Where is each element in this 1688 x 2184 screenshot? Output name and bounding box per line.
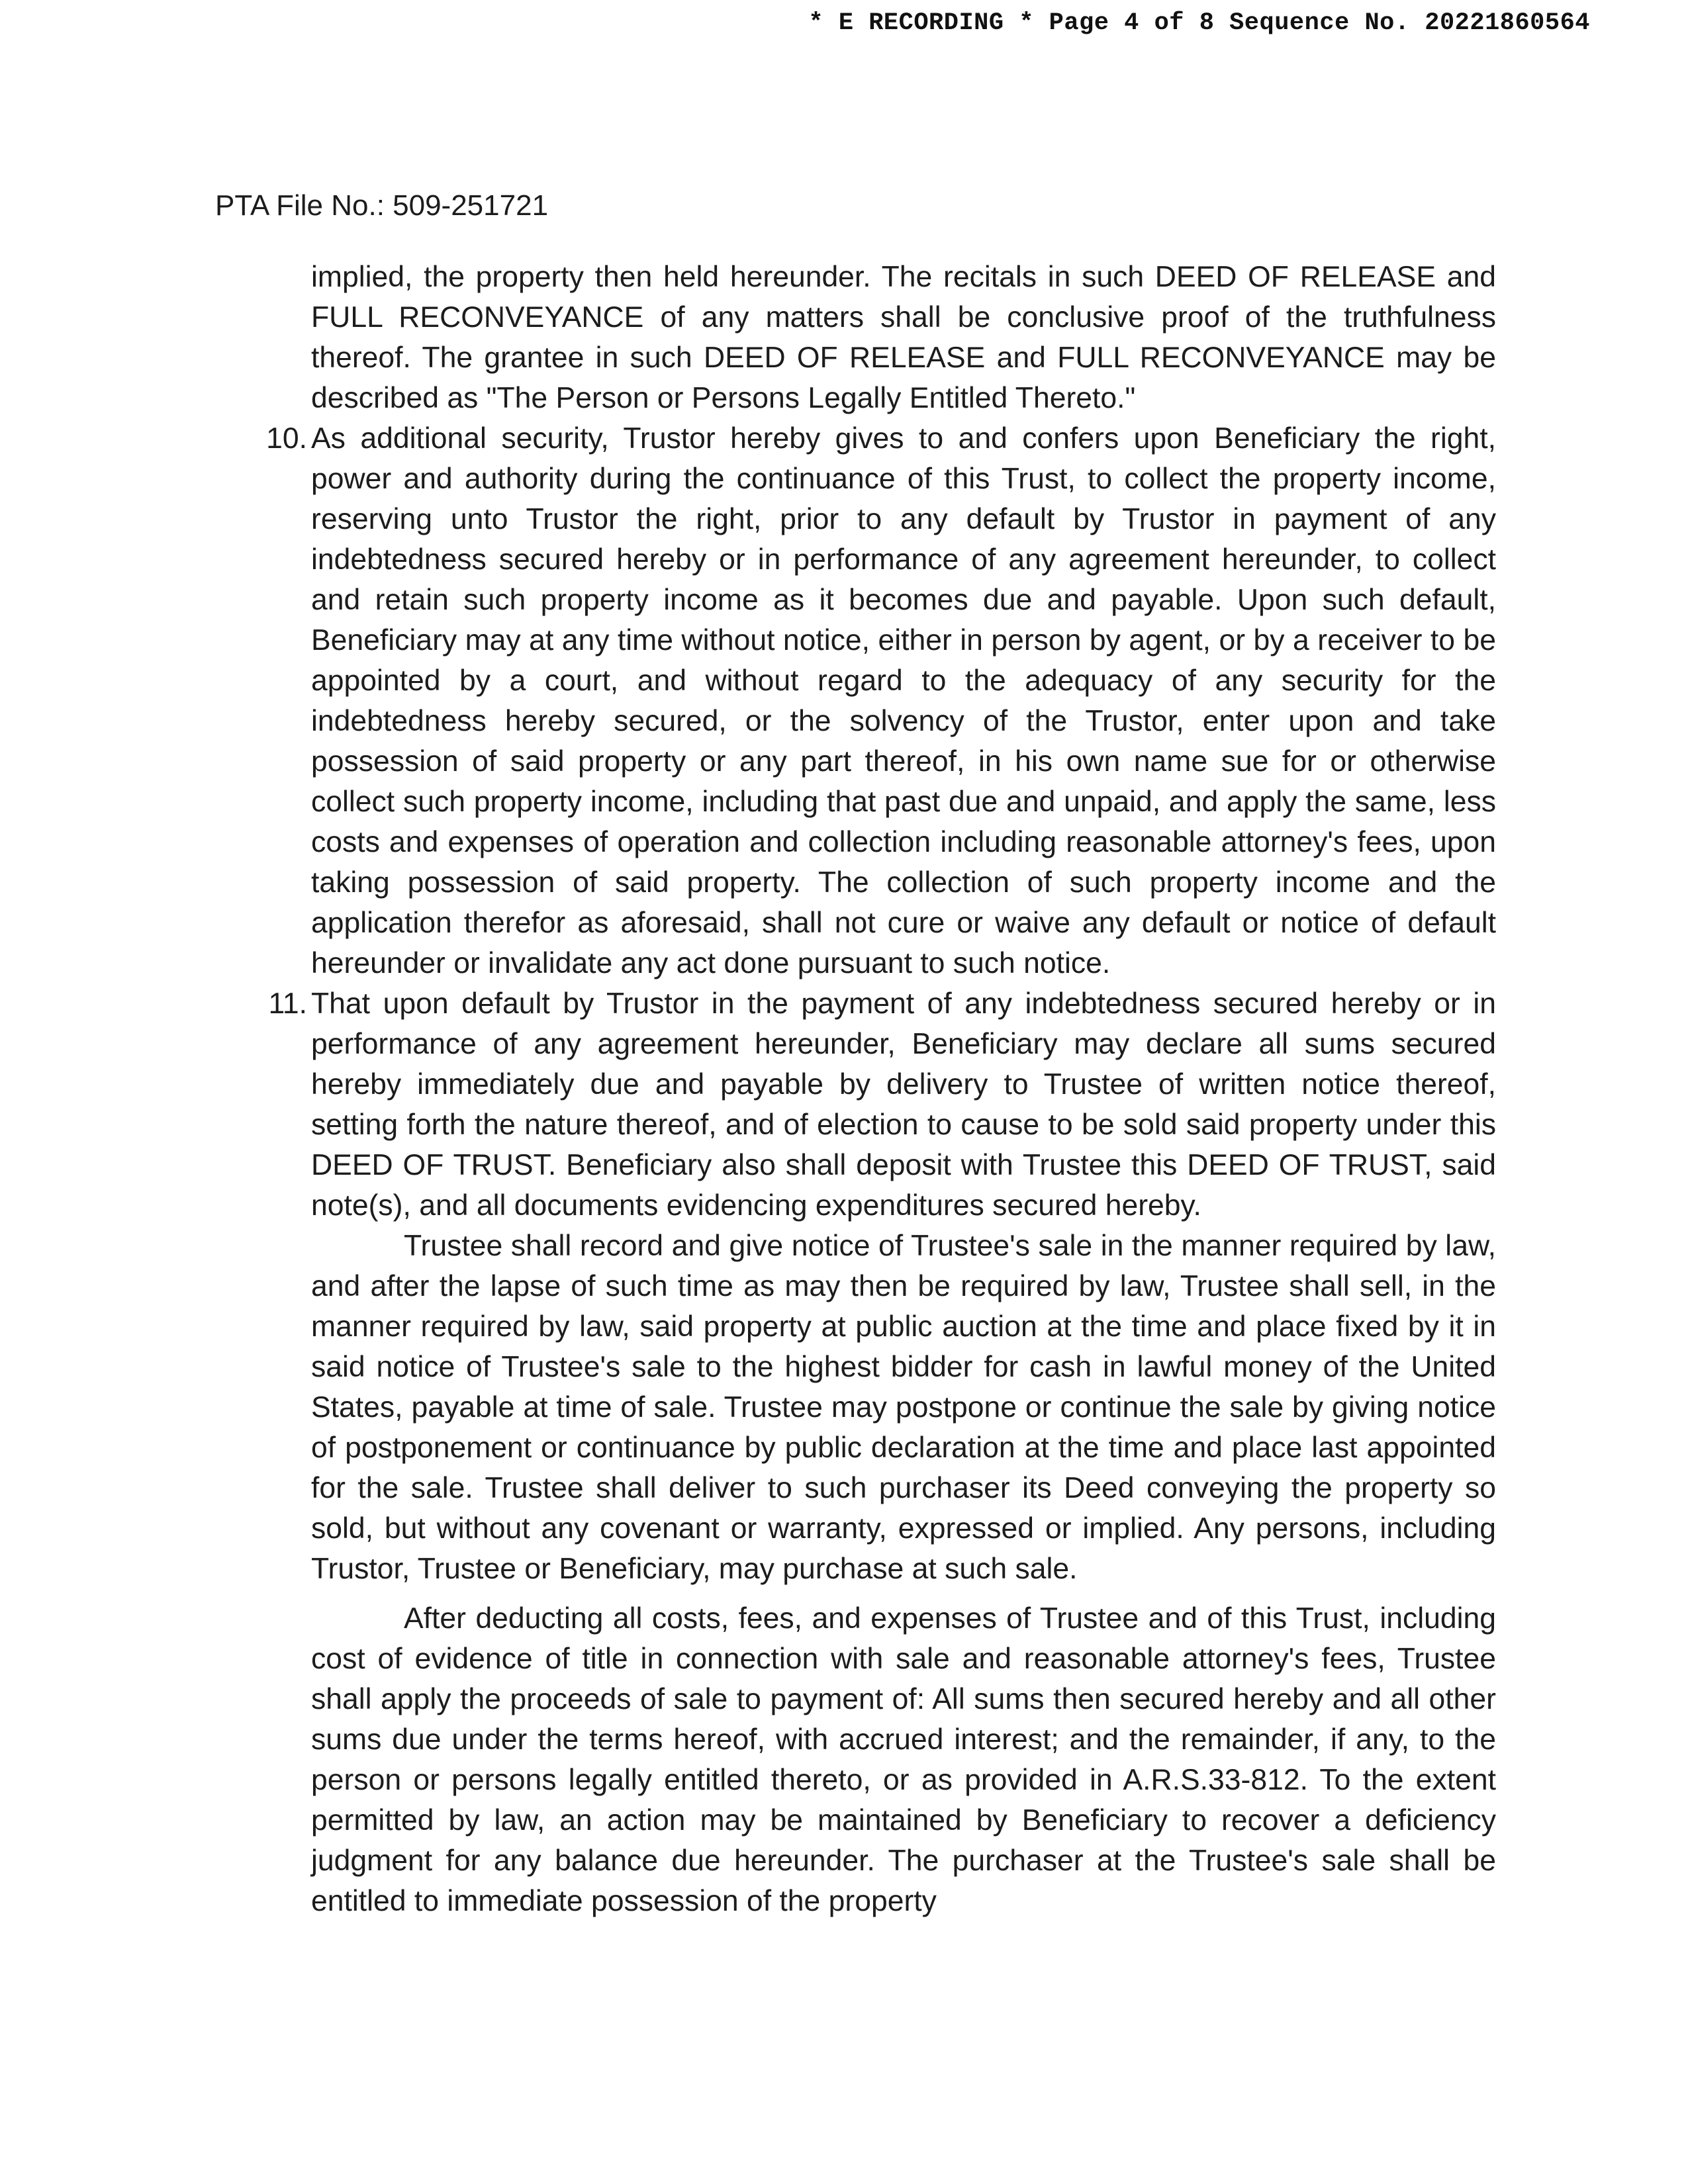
list-item-11 [268, 983, 1496, 1226]
recording-header: * E RECORDING * Page 4 of 8 Sequence No. 20221860564 [808, 9, 1590, 37]
item-number: 11. [268, 987, 307, 1020]
proceeds-paragraph: After deducting all costs, fees, and expenses of Trustee and of this Trust, including cost of evidence of title in connection with sale and reasonable attorney's fees, Trustee shall apply the proceeds of sale to payment of: All sums then secured hereby and all other sums due under the terms hereof, with accrued interest; and the remainder, if any, to the person or persons legally entitled thereto, or as provided in A.R.S.33-812. To the extent permitted by law, an action may be maintained by Beneficiary to recover a deficiency judgment for any balance due hereunder. The purchaser at the Trustee's sale shall be entitled to immediate possession of the property [311, 1602, 1496, 1917]
item-text: That upon default by Trustor in the payment of any indebtedness secured hereby or in performance of any agreement hereunder, Beneficiary may declare all sums secured hereby immediately due and payable by delivery to Trustee of written notice thereof, setting forth the nature thereof, and of election to cause to be sold said property under this DEED OF TRUST. Beneficiary also shall deposit with Trustee this DEED OF TRUST, said note(s), and all documents evidencing expenditures secured hereby. [311, 987, 1496, 1222]
item-number: 10. [266, 422, 307, 455]
trustee-sale-paragraph: Trustee shall record and give notice of Trustee's sale in the manner required by law, and after the lapse of such time as may then be required by law, Trustee shall sell, in the manner required by law, said property at public auction at the time and place fixed by it in said notice of Trustee's sale to the highest bidder for cash in lawful money of the United States, payable at time of sale. Trustee may postpone or continue the sale by giving notice of postponement or continuance by public declaration at the time and place last appointed for the sale. Trustee shall deliver to such purchaser its Deed conveying the property so sold, but without any covenant or warranty, expressed or implied. Any persons, including Trustor, Trustee or Beneficiary, may purchase at such sale. [311, 1230, 1496, 1585]
file-number: PTA File No.: 509-251721 [215, 189, 549, 222]
document-body [266, 257, 1496, 1921]
continuation-paragraph: implied, the property then held hereunder. The recitals in such DEED OF RELEASE and FULL RECONVEYANCE of any matters shall be conclusive proof of the truthfulness thereof. The grantee in such DEED OF RELEASE and FULL RECONVEYANCE may be described as "The Person or Persons Legally Entitled Thereto." [311, 261, 1496, 414]
item-text: As additional security, Trustor hereby gives to and confers upon Beneficiary the right, power and authority during the continuance of this Trust, to collect the property income, reserving unto Trustor the right, prior to any default by Trustor in payment of any indebtedness secured hereby or in performance of any agreement hereunder, to collect and retain such property income as it becomes due and payable. Upon such default, Beneficiary may at any time without notice, either in person by agent, or by a receiver to be appointed by a court, and without regard to the adequacy of any security for the indebtedness hereby secured, or the solvency of the Trustor, enter upon and take possession of said property or any part thereof, in his own name sue for or otherwise collect such property income, including that past due and unpaid, and apply the same, less costs and expenses of operation and collection including reasonable attorney's fees, upon taking possession of said property. The collection of such property income and the application therefor as aforesaid, shall not cure or waive any default or notice of default hereunder or invalidate any act done pursuant to such notice. [311, 422, 1496, 979]
list-item-10 [266, 418, 1496, 983]
